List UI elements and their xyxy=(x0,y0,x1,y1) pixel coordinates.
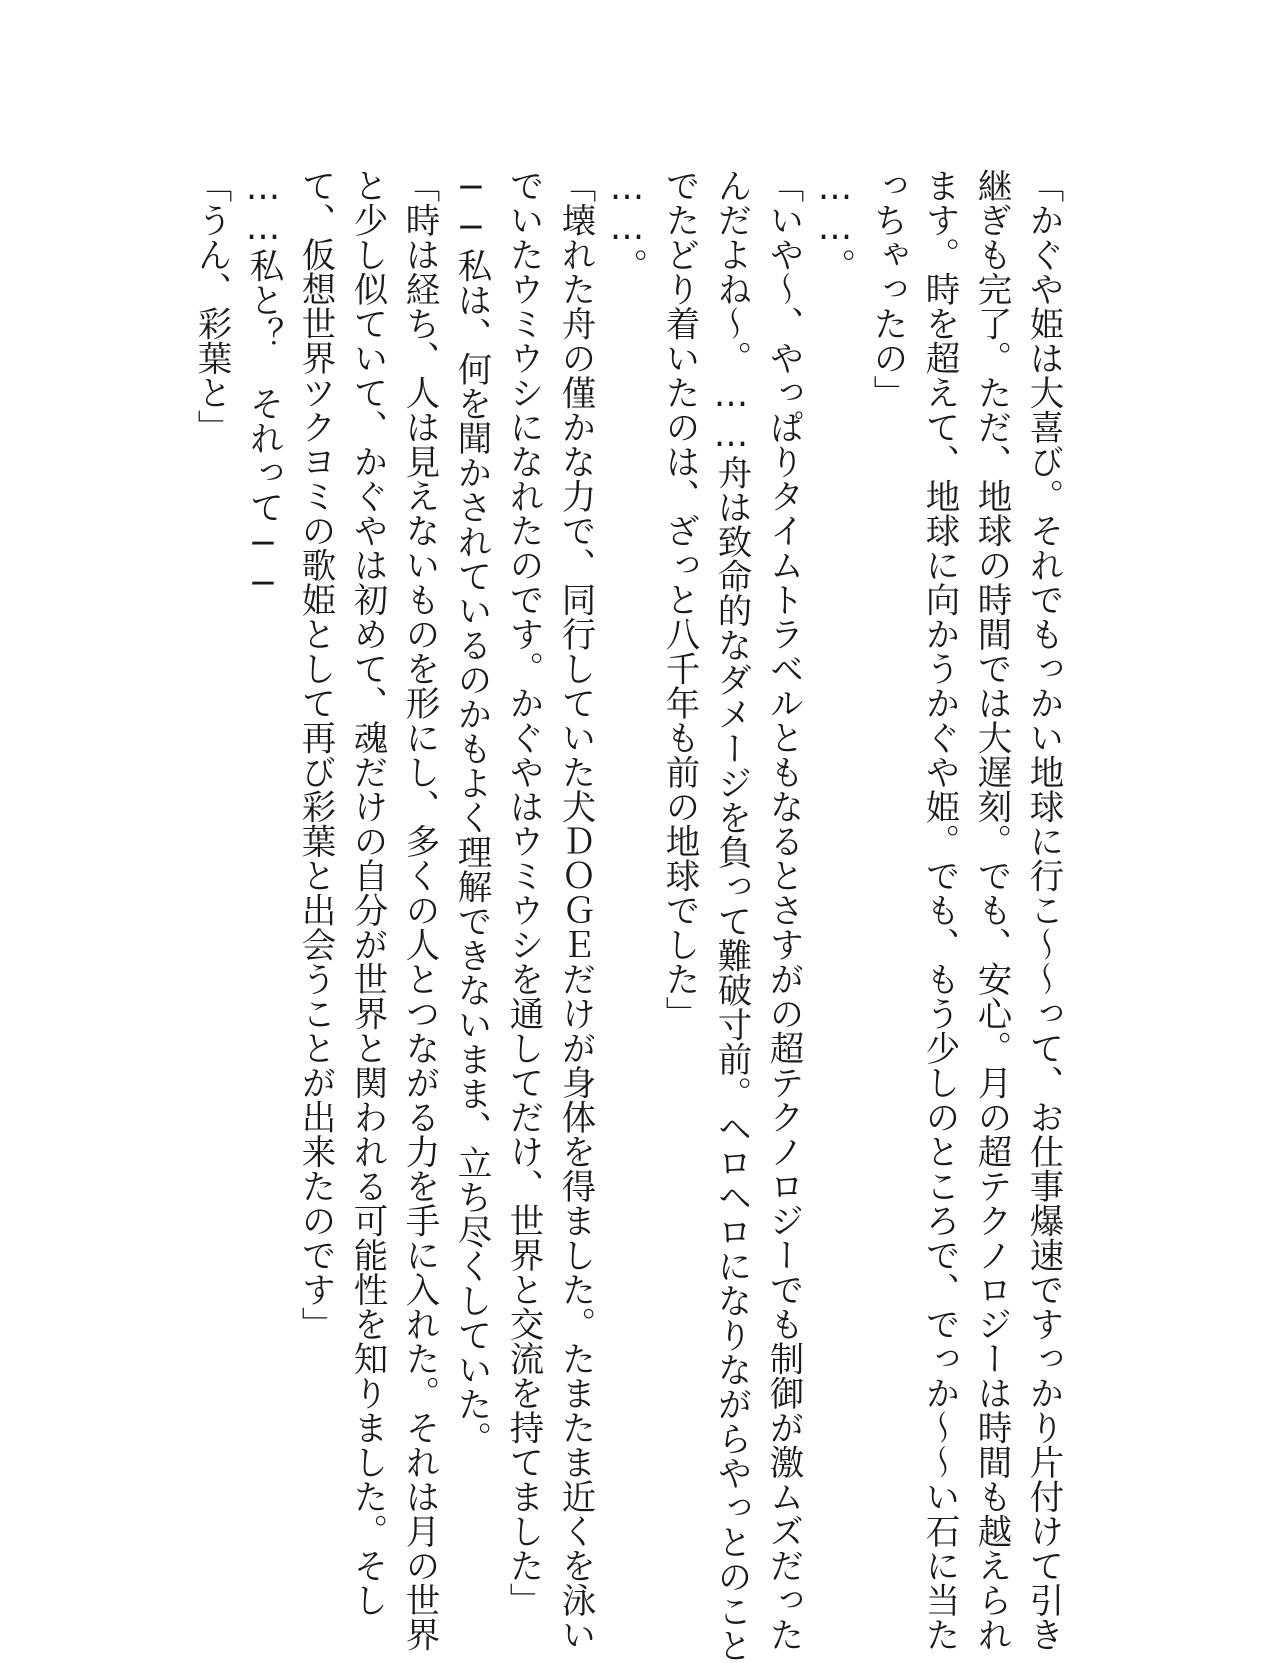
text-column-12: ──私は、何を聞かされているのかもよく理解できないまま、立ち尽くしていた。 xyxy=(451,168,491,1456)
text-column-11: でいたウミウシになれたのです。かぐやはウミウシを通してだけ、世界と交流を持てました」 xyxy=(503,168,543,1617)
text-column-17: 「うん、彩葉と」 xyxy=(191,168,231,444)
text-column-10: 「壊れた舟の僅かな力で、同行していた犬ＤＯＧＥだけが身体を得ました。たまたま近くを泳い xyxy=(555,168,595,1652)
text-column-8: でたどり着いたのは、ざっと八千年も前の地球でした」 xyxy=(659,168,699,1031)
text-column-6: 「いや〜、やっぱりタイムトラベルともなるとさすがの超テクノロジーでも制御が激ムズだった xyxy=(763,168,803,1652)
text-column-14: と少し似ていて、かぐやは初めて、魂だけの自分が世界と関われる可能性を知りました。そし xyxy=(347,168,387,1617)
text-column-2: 継ぎも完了。ただ、地球の時間では大遅刻。でも、安心。月の超テクノロジーは時間も越えられ xyxy=(971,168,1011,1652)
text-column-16: ……私と？ それって── xyxy=(243,168,283,604)
text-column-3: ます。時を超えて、地球に向かうかぐや姫。でも、もう少しのところで、でっか〜〜い石に当た xyxy=(919,168,959,1652)
text-column-13: 「時は経ち、人は見えないものを形にし、多くの人とつながる力を手に入れた。それは月の世界 xyxy=(399,168,439,1652)
text-column-9: ……。 xyxy=(607,168,647,283)
text-column-1: 「かぐや姫は大喜び。それでもっかい地球に行こ〜〜って、お仕事爆速ですっかり片付けて引き xyxy=(1023,168,1063,1652)
text-column-4: っちゃったの」 xyxy=(867,168,907,410)
text-column-15: て、仮想世界ツクヨミの歌姫として再び彩葉と出会うことが出来たのです」 xyxy=(295,168,335,1341)
text-column-5: ……。 xyxy=(815,168,855,283)
text-column-7: んだよね〜。……舟は致命的なダメージを負って難破寸前。ヘロヘロになりながらやっとのこと xyxy=(711,168,751,1663)
